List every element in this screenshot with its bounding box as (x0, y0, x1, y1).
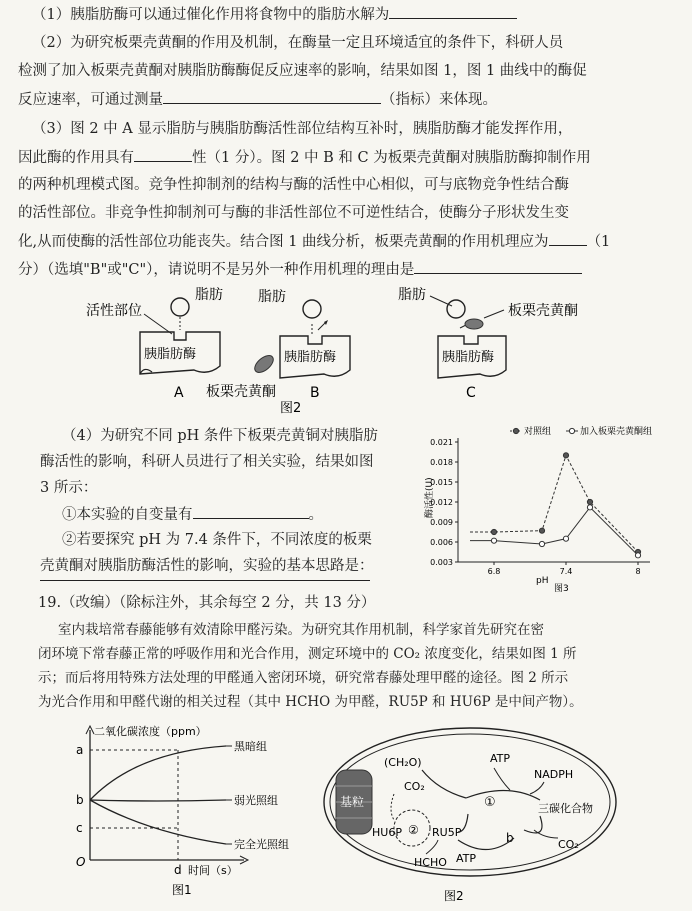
figure-caption: 图2 (280, 401, 302, 416)
label-a: A (174, 385, 184, 401)
b-label: b (506, 831, 514, 845)
origin-label: O (76, 855, 86, 869)
figure-caption: 图2 (444, 889, 464, 903)
answer-blank (414, 259, 582, 274)
hu6p-label: HU6P (372, 826, 402, 839)
y-axis-label: 二氧化碳浓度（ppm） (94, 725, 207, 738)
cycle-1-label: ① (484, 795, 496, 810)
y-tick-c: c (76, 821, 83, 835)
fat-label: 脂肪 (398, 287, 426, 303)
enzyme-label: 胰脂肪酶 (284, 350, 337, 365)
flavone-molecule (252, 352, 277, 375)
answer-blank (193, 504, 309, 519)
grana-label: 基粒 (340, 795, 365, 809)
q19-title: 19.（改编）（除标注外，其余每空 2 分，共 13 分） (38, 595, 376, 611)
series-0-point (563, 453, 568, 458)
q2-line-1: （2）为研究板栗壳黄酮的作用及机制，在酶量一定且环境适宜的条件下，科研人员 (32, 35, 564, 51)
fat-molecule (447, 300, 465, 318)
q4-line-6: 壳黄酮对胰脂肪酶活性的影响，实验的基本思路是： (40, 558, 374, 574)
y-tick-label: 0.018 (430, 458, 453, 467)
q2-line-3: 反应速率，可通过测量 （指标）来体现。 (18, 89, 497, 110)
series-1-point (539, 541, 544, 546)
series-0-point (539, 528, 544, 533)
q4-line-1: （4）为研究不同 pH 条件下板栗壳黄铜对胰脂肪 (62, 428, 378, 444)
series-0-point (491, 529, 496, 534)
series-1-point (635, 553, 640, 558)
x-tick-d: d (174, 863, 182, 877)
x-axis-label: 时间（s） (188, 864, 238, 877)
legend-series-1: 加入板栗壳黄酮组 (580, 427, 653, 437)
curve-weak-light (90, 800, 226, 801)
x-axis-label: pH (536, 576, 549, 586)
q2-line-2: 检测了加入板栗壳黄酮对胰脂肪酶酶促反应速率的影响，结果如图 1，图 1 曲线中的酶促 (18, 63, 587, 79)
fat-label: 脂肪 (195, 287, 223, 303)
q19-line-1: 室内栽培常春藤能够有效清除甲醛污染。为研究其作用机制，科学家首先研究在密 (58, 622, 544, 638)
chart-axes (430, 438, 650, 576)
q3-line-6: 分）（选填"B"或"C"），请说明不是另外一种作用机理的理由是 (18, 259, 582, 280)
model-b (206, 288, 350, 416)
q3-line-4: 的活性部位。非竞争性抑制剂可与酶的非活性部位不可逆性结合，使酶分子形状发生变 (18, 205, 569, 221)
chart-legend (510, 425, 652, 437)
q3-line-2: 因此酶的作用具有 性（1 分）。图 2 中 B 和 C 为板栗壳黄酮对胰脂肪酶抑制作用 (18, 147, 591, 168)
q3-line-3: 的两种机理模式图。竞争性抑制剂的结构与酶的活性中心相似，可与底物竞争性结合酶 (18, 177, 569, 193)
y-tick-label: 0.009 (430, 518, 453, 527)
answer-blank (389, 4, 517, 19)
active-site-label: 活性部位 (86, 303, 142, 319)
y-tick-label: 0.021 (430, 438, 453, 447)
series-weak-label: 弱光照组 (234, 794, 278, 807)
enzyme-label: 胰脂肪酶 (144, 347, 197, 362)
curve-dark (90, 746, 226, 800)
y-tick-label: 0.015 (430, 478, 453, 487)
answer-blank (40, 566, 370, 581)
model-a (86, 286, 223, 401)
enzyme-model-figure (80, 284, 620, 420)
legend-series-0: 对照组 (524, 427, 552, 437)
hcho-label: HCHO (414, 856, 447, 869)
q4-line-5: ②若要探究 pH 为 7.4 条件下，不同浓度的板栗 (62, 532, 372, 548)
co2-label-2: CO₂ (558, 838, 579, 851)
y-tick-label: 0.006 (430, 538, 453, 547)
grana (336, 770, 372, 834)
q3-line-1: （3）图 2 中 A 显示脂肪与胰脂肪酶活性部位结构互补时，胰脂肪酶才能发挥作用， (32, 121, 573, 137)
flavone-label: 板栗壳黄酮 (206, 384, 276, 400)
figure-caption: 图1 (172, 883, 192, 897)
q19-line-4: 为光合作用和甲醛代谢的相关过程（其中 HCHO 为甲醛，RU5P 和 HU6P 是中间产物）。 (38, 694, 583, 710)
y-tick-label: 0.012 (430, 498, 453, 507)
series-1-point (491, 538, 496, 543)
curve-full-light (90, 800, 226, 844)
ph-activity-chart (418, 422, 678, 594)
q4-line-2: 酶活性的影响，科研人员进行了相关实验，结果如图 (40, 454, 374, 470)
fat-molecule (171, 298, 189, 316)
series-1-point (587, 505, 592, 510)
flavone-label: 板栗壳黄酮 (508, 303, 578, 319)
y-tick-b: b (76, 793, 84, 807)
series-0-point (587, 499, 592, 504)
chart-plot (470, 453, 641, 558)
label-b: B (310, 385, 320, 401)
enzyme-label: 胰脂肪酶 (442, 350, 495, 365)
y-axis-label: 酶活性(U) (425, 477, 435, 518)
nadph-label: NADPH (534, 768, 574, 781)
q3-line-5: 化,从而使酶的活性部位功能丧失。结合图 1 曲线分析，板栗壳黄酮的作用机理应为 （1 (18, 231, 610, 252)
ch2o-label: (CH₂O) (384, 756, 422, 769)
x-tick-label: 8 (635, 567, 641, 576)
series-1-point (563, 536, 568, 541)
flavone-molecule (465, 319, 483, 329)
q1-line: （1）胰脂肪酶可以通过催化作用将食物中的脂肪水解为 (32, 4, 517, 25)
answer-blank (163, 89, 381, 104)
label-c: C (466, 385, 476, 401)
answer-blank (549, 231, 587, 246)
series-dark-label: 黑暗组 (234, 740, 267, 753)
series-line-0 (470, 455, 638, 552)
ru5p-label: RU5P (432, 826, 462, 839)
series-full-label: 完全光照组 (234, 838, 289, 851)
q19-line-2: 闭环境下常春藤正常的呼吸作用和光合作用，测定环境中的 CO₂ 浓度变化，结果如图 1 所 (38, 646, 577, 662)
cycle-2-label: ② (408, 823, 419, 837)
fat-label: 脂肪 (258, 289, 286, 305)
q4-line-3: 3 所示： (40, 480, 98, 496)
q4-line-4: ①本实验的自变量有 。 (62, 504, 323, 525)
fat-molecule (303, 300, 321, 318)
y-tick-label: 0.003 (430, 558, 453, 567)
atp-label-2: ATP (456, 852, 477, 865)
co2-label: CO₂ (404, 780, 425, 793)
answer-blank (134, 147, 192, 162)
x-tick-label: 7.4 (559, 567, 573, 576)
q19-line-3: 示；而后将用特殊方法处理的甲醛通入密闭环境，研究常春藤处理甲醛的途径。图 2 所示 (38, 670, 569, 686)
co2-concentration-figure (66, 722, 316, 904)
atp-label: ATP (490, 752, 511, 765)
y-tick-a: a (76, 743, 84, 757)
model-c (398, 286, 578, 401)
x-tick-label: 6.8 (487, 567, 501, 576)
chart-caption: 图3 (554, 584, 569, 594)
three-carbon-label: 三碳化合物 (538, 802, 593, 815)
chloroplast-figure (318, 720, 638, 906)
